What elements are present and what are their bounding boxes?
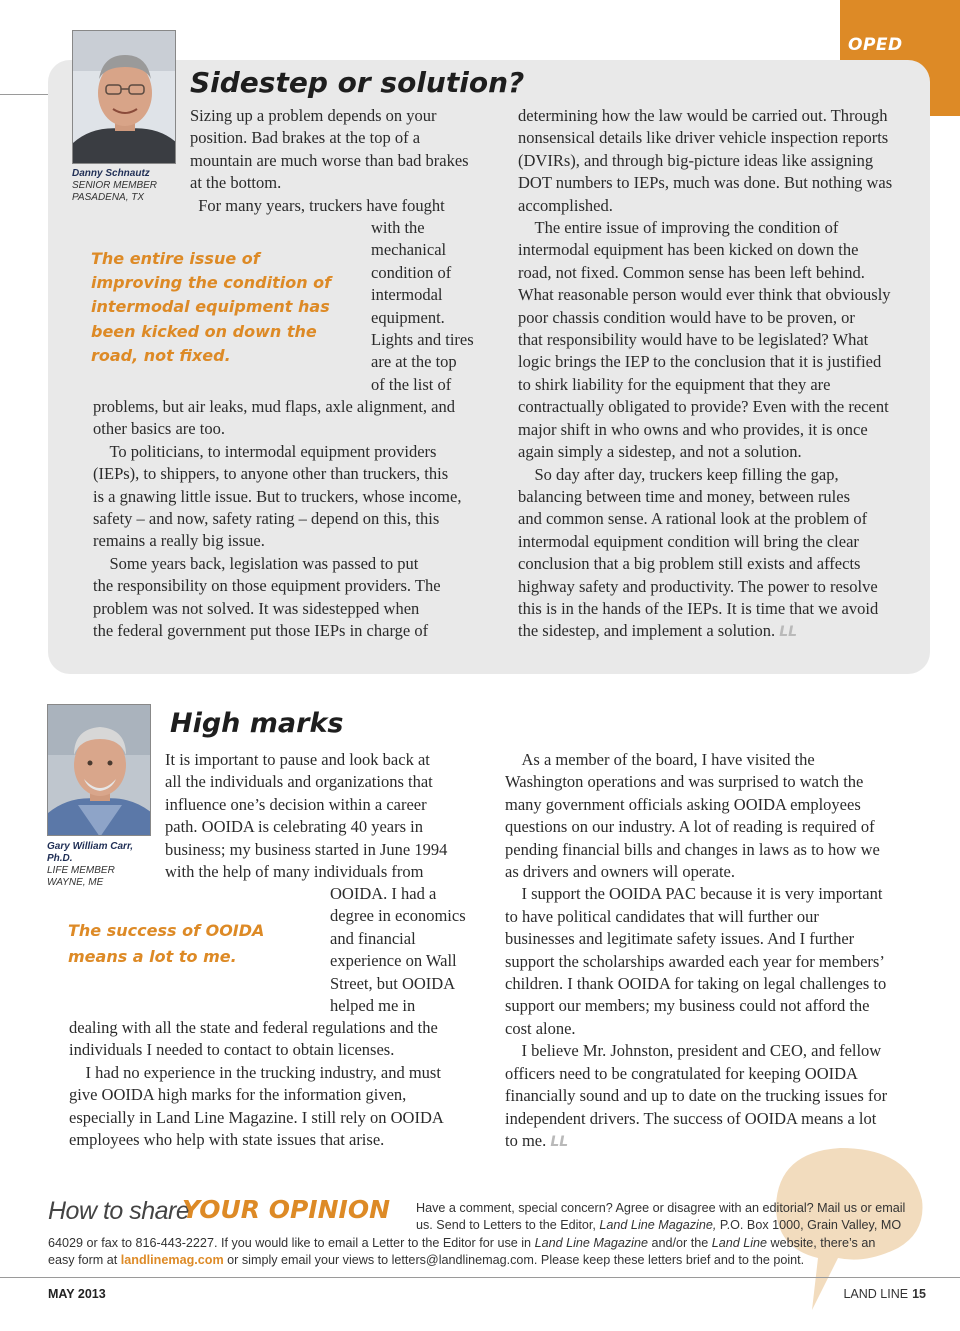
text-line: and financial [330,928,416,948]
opinion-text: website, there’s an [767,1235,876,1250]
opinion-how-to: How to share [48,1197,190,1225]
end-mark: LL [779,624,798,641]
text-line: nonsensical details like driver vehicle inspection reports [518,128,889,148]
text-line: and common sense. A rational look at the problem of [518,509,868,529]
text-line: again simply a sidestep, and not a solution. [518,442,802,462]
opinion-text: easy form at [48,1253,121,1268]
text-line: all the individuals and organizations that [165,772,433,792]
text-line: with the [371,218,425,237]
article2-col1-wrap [330,883,466,1017]
text-line: is a gnawing little issue. But to truckers, whose income, [93,486,462,506]
text-line: other basics are too. [93,419,225,439]
text-line-content: to me. [505,1130,547,1150]
text-line: of the list of [371,374,452,394]
text-line: at the bottom. [190,173,282,193]
text-line: dealing with all the state and federal regulations and the [69,1018,438,1037]
text-line: Street, but OOIDA [330,973,456,993]
section-tab-label: OPED [848,35,903,55]
text-line: poor chassis condition would have to be proven, or [518,307,855,327]
opinion-text: and/or the [648,1235,712,1250]
text-line: Washington operations and was surprised to watch the [505,772,864,792]
article2-headline: High marks [170,708,344,739]
text-line: influence one’s decision within a career [165,794,427,814]
text-line: to have political candidates that will further our [505,906,819,926]
article1-col1-wrap [371,217,474,396]
article1-col1-bottom [93,396,461,642]
pull-quote-line: means a lot to me. [68,947,237,966]
pull-quote-line: intermodal equipment has [91,297,330,317]
text-line: questions on our industry. A lot of reading is required of [505,817,875,837]
text-line: determining how the law would be carried out. Through [518,106,888,125]
author2-degree: Ph.D. [47,853,73,864]
opinion-text: 64029 or fax to 816-443-2227. If you would like to email a Letter to the Editor for use in [48,1235,535,1250]
article1-col2 [518,105,892,644]
footer-magazine: LAND LINE [843,1287,909,1301]
pull-quote-line: been kicked on down the [91,321,317,341]
opinion-line [416,1217,905,1234]
text-line: logic brings the IEP to the conclusion that it is justified [518,352,882,372]
opinion-text: P.O. Box 1000, Grain Valley, MO [716,1218,902,1233]
text-line: support the scholarships awarded each year for members’ [505,951,885,971]
text-line-content: the sidestep, and implement a solution. [518,621,776,641]
text-line: So day after day, truckers keep filling the gap, [518,464,839,484]
author1-location: PASADENA, TX [72,192,145,203]
text-line: with the help of many individuals from [165,862,424,882]
text-line: road, not fixed. Common sense has been left behind. [518,262,865,282]
article1-col1-top [190,105,469,217]
text-line: problems, but air leaks, mud flaps, axle alignment, and [93,397,455,416]
text-line: equipment. [371,307,445,327]
text-line: support our members; my business could not afford the [505,996,870,1016]
text-line [518,620,892,643]
text-line: degree in economics [330,906,466,926]
text-line: as drivers and owners will operate. [505,862,736,882]
text-line: many government officials asking OOIDA employees [505,794,861,814]
opinion-line [48,1252,875,1269]
text-line: problem was not solved. It was sidestepped when [93,598,420,618]
opinion-text-full [48,1235,875,1270]
text-line: major shift in who owns and who provides, it is once [518,419,868,439]
text-line: intermodal equipment condition will bring the clear [518,531,859,551]
article2-col1-top [165,749,447,883]
text-line: As a member of the board, I have visited the [505,750,815,769]
text-line: business; my business started in June 1994 [165,839,448,859]
text-line: For many years, truckers have fought [190,195,445,215]
text-line: position. Bad brakes at the top of a [190,128,421,148]
page-number: 15 [912,1287,926,1301]
text-line: (IEPs), to shippers, to anyone other than truckers, this [93,464,449,484]
author2-title: LIFE MEMBER [47,865,115,876]
author-photo-gary [47,704,151,836]
text-line: to shirk liability for the equipment that they are [518,374,831,394]
text-line: accomplished. [518,195,613,215]
pull-quote-line: road, not fixed. [91,345,231,365]
article1-headline: Sidestep or solution? [190,66,525,99]
author-photo-danny [72,30,176,164]
text-line: I believe Mr. Johnston, president and CEO, and fellow [505,1041,882,1061]
text-line: this is in the hands of the IEPs. It is time that we avoid [518,598,879,618]
author2-name: Gary William Carr, [47,841,134,852]
author1-title: SENIOR MEMBER [72,180,158,191]
text-line: cost alone. [505,1018,576,1038]
text-line: OOIDA. I had a [330,884,437,903]
text-line: I had no experience in the trucking industry, and must [69,1062,441,1082]
text-line: mountain are much worse than bad brakes [190,150,469,170]
author1-name: Danny Schnautz [72,168,150,179]
opinion-text-right [416,1200,905,1235]
text-line: To politicians, to intermodal equipment providers [93,441,437,461]
footer-rule [0,1277,960,1278]
opinion-line: Have a comment, special concern? Agree or disagree with an editorial? Mail us or email [416,1201,906,1215]
text-line: path. OOIDA is celebrating 40 years in [165,817,423,837]
text-line: independent drivers. The success of OOIDA means a lot [505,1108,877,1128]
footer-date: MAY 2013 [48,1287,106,1301]
article1-pull-quote [91,247,331,368]
text-line: intermodal equipment has been kicked on down the [518,240,859,260]
text-line: (DVIRs), and through big-picture ideas like assigning [518,150,874,170]
footer-folio [843,1287,926,1301]
text-line: the responsibility on those equipment providers. The [93,576,441,596]
text-line: What reasonable person would ever think that obviously [518,285,891,305]
author2-location: WAYNE, ME [47,877,104,888]
opinion-line [48,1235,875,1252]
opinion-text: Land Line Magazine, [599,1218,717,1233]
text-line: financially sound and up to date on the trucking issues for [505,1086,888,1106]
text-line: officers need to be congratulated for keeping OOIDA [505,1063,858,1083]
article2-pull-quote [68,918,264,970]
text-line: balancing between time and money, between rules [518,486,851,506]
text-line: remains a really big issue. [93,531,265,551]
text-line: It is important to pause and look back at [165,750,430,769]
landlinemag-link[interactable]: landlinemag.com [120,1253,224,1268]
text-line: I support the OOIDA PAC because it is very important [505,884,883,904]
article2-col2 [505,749,887,1153]
text-line: the federal government put those IEPs in charge of [93,621,429,641]
text-line: especially in Land Line Magazine. I still rely on OOIDA [69,1107,444,1127]
opinion-your-opinion: YOUR OPINION [182,1195,390,1224]
opinion-text: Land Line Magazine [534,1235,648,1250]
end-mark: LL [550,1133,569,1150]
text-line: mechanical [371,240,447,260]
text-line: businesses and legitimate safety issues. And I further [505,929,855,949]
text-line: conclusion that a big problem still exists and affects [518,554,861,574]
text-line: condition of [371,262,452,282]
text-line: give OOIDA high marks for the information given, [69,1085,407,1105]
text-line: are at the top [371,352,457,372]
pull-quote-line: The entire issue of [91,249,260,268]
text-line: children. I thank OOIDA for taking on legal challenges to [505,974,887,994]
text-line: experience on Wall [330,951,457,971]
text-line: Lights and tires [371,330,474,350]
opinion-text: Land Line [711,1235,768,1250]
text-line: individuals I needed to contact to obtain licenses. [69,1040,395,1060]
text-line: highway safety and productivity. The power to resolve [518,576,878,596]
text-line: employees who help with state issues that arise. [69,1130,385,1150]
author1-byline [72,168,157,204]
article2-col1-bottom [69,1017,444,1151]
text-line: DOT numbers to IEPs, much was done. But nothing was [518,173,893,193]
text-line: pending financial bills and changes in laws as to how we [505,839,880,859]
text-line: Some years back, legislation was passed to put [93,553,419,573]
text-line: safety – and now, safety rating – depend on this, this [93,509,440,529]
opinion-text: or simply email your views to letters@landlinemag.com. Please keep these letters brief and to the point. [223,1253,805,1268]
text-line: contractually obligated to provide? Even with the recent [518,397,889,417]
text-line: The entire issue of improving the condition of [518,218,839,238]
text-line: that responsibility would have to be legislated? What [518,330,869,350]
text-line: helped me in [330,996,416,1016]
opinion-text: us. Send to Letters to the Editor, [416,1218,600,1233]
text-line: intermodal [371,285,443,305]
text-line: Sizing up a problem depends on your [190,106,437,125]
pull-quote-line: The success of OOIDA [68,921,265,940]
author2-byline [47,841,133,889]
pull-quote-line: improving the condition of [91,273,332,293]
